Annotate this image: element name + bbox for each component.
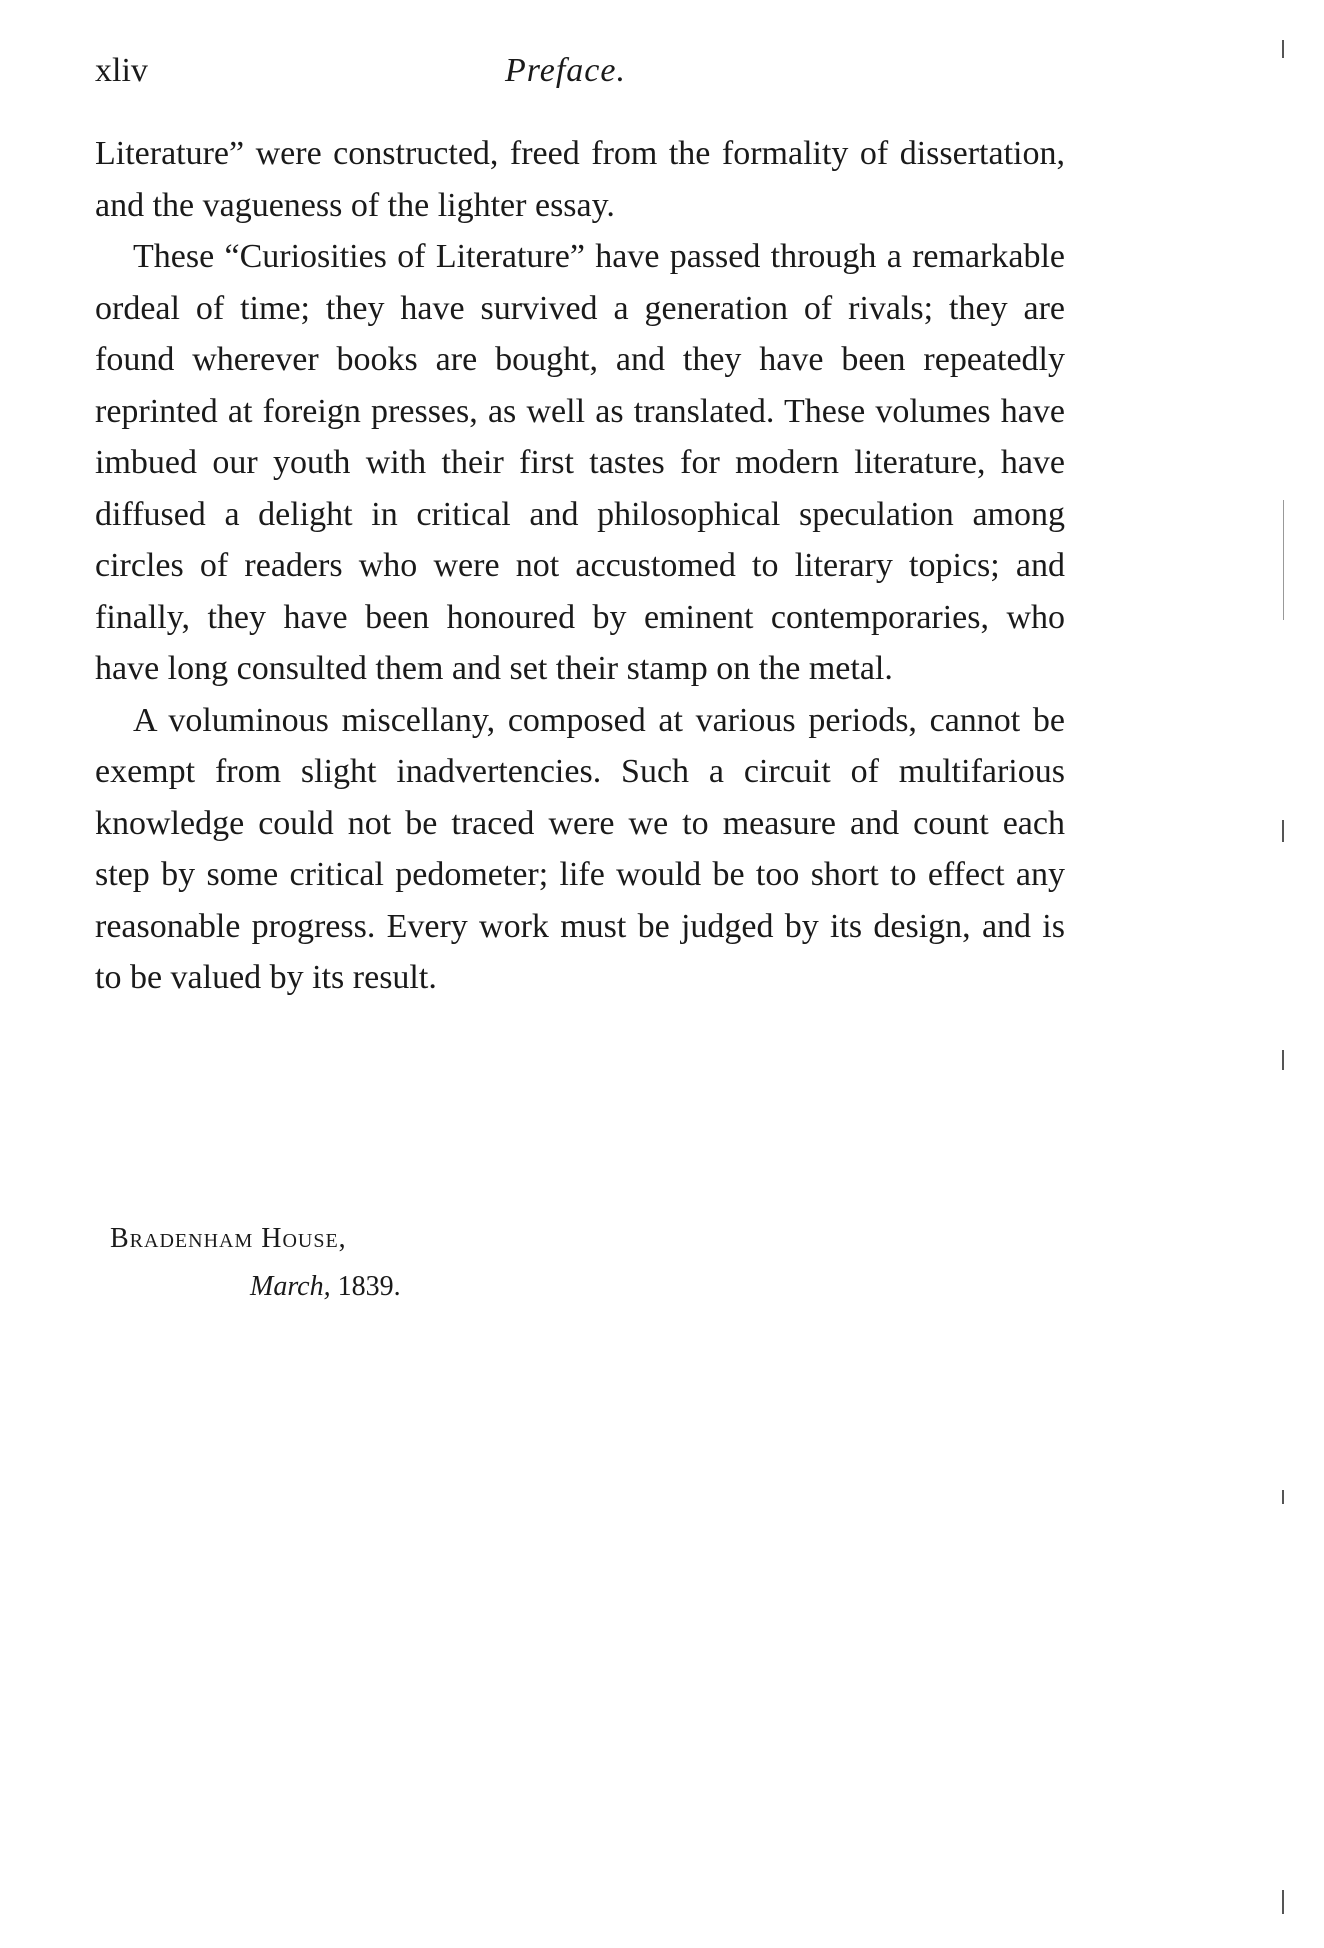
paragraph-miscellany: A voluminous miscellany, composed at various periods, cannot be exempt from slight inadvertencies. Such a circuit of multifarious knowledge could not be traced were we to measure and count each step by some critical pedometer; life would be too short to effect any reasonable progress. Every work must be judged by its design, and is to be valued by its result. <box>95 701 1065 996</box>
running-title: Preface. <box>505 52 626 89</box>
body-text <box>95 128 1065 1004</box>
paragraph-continued: Literature” were constructed, freed from the formality of dissertation, and the vagueness of the lighter essay. <box>95 135 1065 224</box>
scan-edge-mark <box>1282 40 1284 58</box>
signoff <box>110 1215 401 1311</box>
scan-edge-mark <box>1283 500 1284 620</box>
scan-edge-mark <box>1282 1050 1284 1070</box>
signoff-place: Bradenham House, <box>110 1223 347 1254</box>
signoff-month: March, <box>250 1271 331 1302</box>
scan-edge-mark <box>1282 820 1284 842</box>
signoff-year: 1839. <box>337 1271 401 1302</box>
running-head <box>95 52 1065 102</box>
scan-edge-mark <box>1282 1890 1284 1914</box>
signoff-date <box>250 1263 401 1311</box>
page-number: xliv <box>95 52 148 89</box>
scan-edge-mark <box>1282 1490 1284 1504</box>
paragraph-curiosities: These “Curiosities of Literature” have passed through a remarkable ordeal of time; they have survived a generation of rivals; they are found wherever books are bought, and they have been repeatedly reprinted at foreign presses, as well as translated. These volumes have imbued our youth with their first tastes for modern literature, have diffused a delight in critical and philosophical speculation among circles of readers who were not accustomed to literary topics; and finally, they have been honoured by eminent contemporaries, who have long consulted them and set their stamp on the metal. <box>95 238 1065 687</box>
